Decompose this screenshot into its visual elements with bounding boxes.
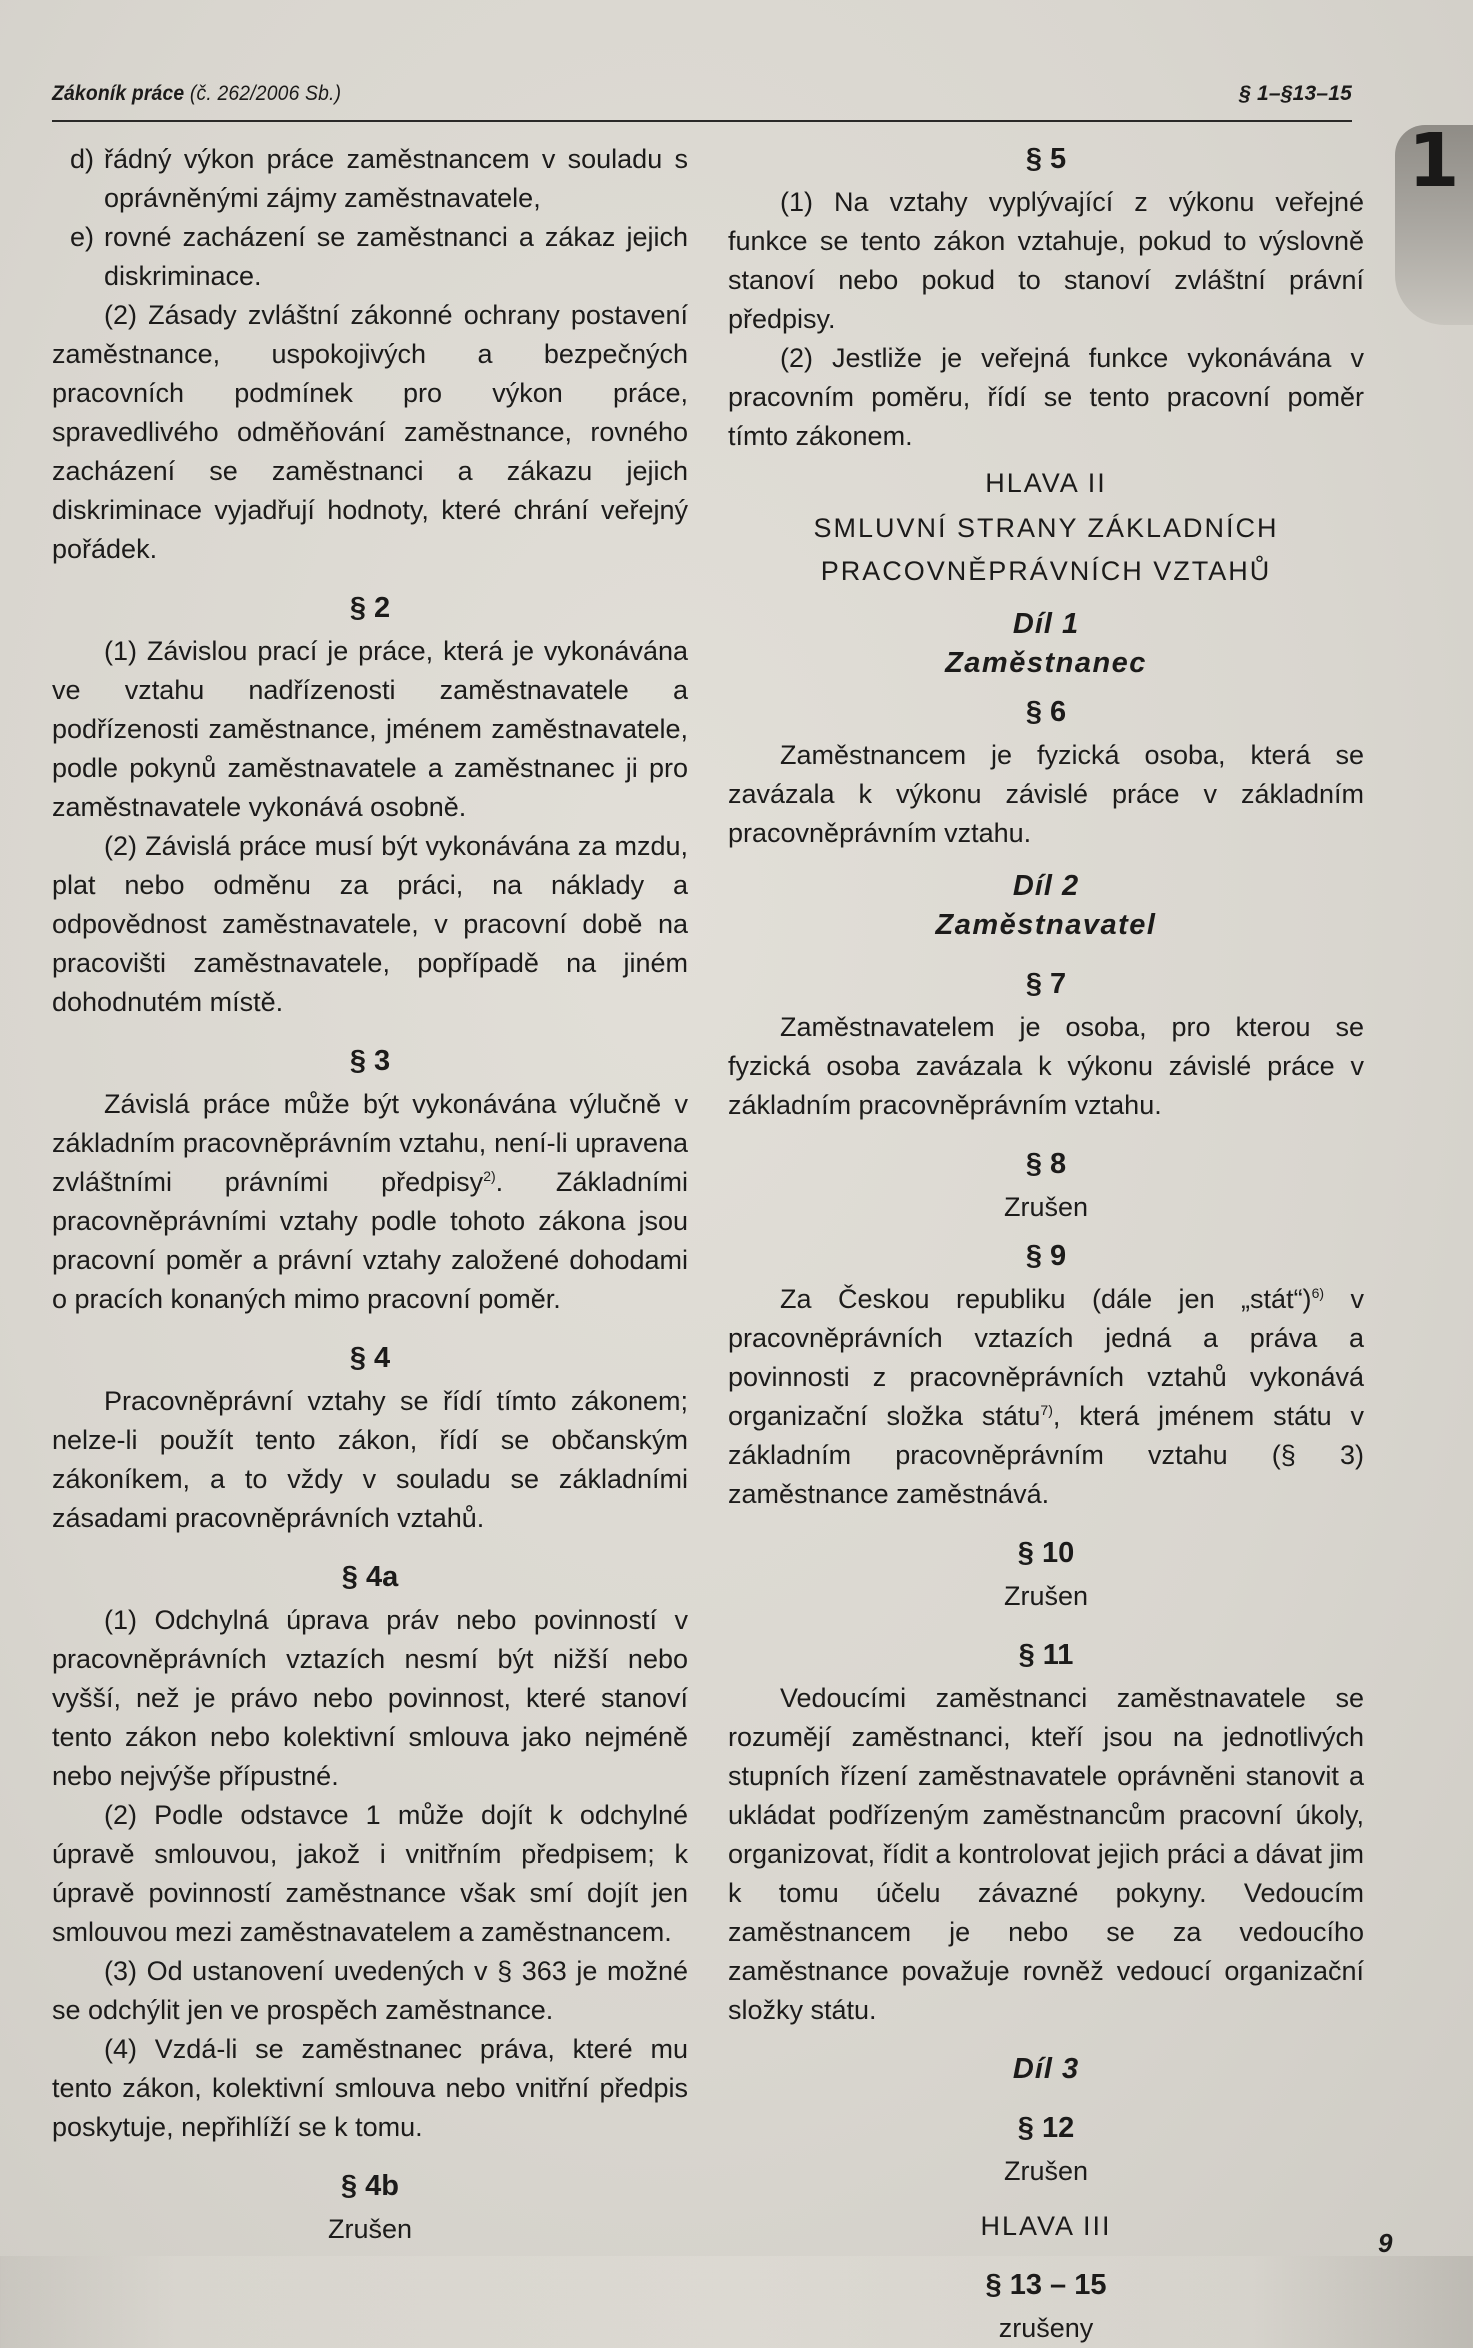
right-column <box>728 140 1364 2348</box>
header-section-range: § 1–§13–15 <box>1239 82 1352 105</box>
s4a-paragraph-3: (3) Od ustanovení uvedených v § 363 je možné se odchýlit jen ve prospěch zaměstnance. <box>52 1956 688 2025</box>
section-12-heading: § 12 <box>1017 2112 1075 2144</box>
s2-paragraph-2: (2) Závislá práce musí být vykonávána za mzdu, plat nebo odměnu za práci, na náklady a odpovědnost zaměstnavatele, v pracovní době na pracovišti zaměstnavatele, popřípadě na jiném dohodnutém místě. <box>52 831 688 1017</box>
s4-paragraph: Pracovněprávní vztahy se řídí tímto zákonem; nelze-li použít tento zákon, řídí se občanským zákoníkem, a to vždy v souladu se základními zásadami pracovněprávních vztahů. <box>52 1386 688 1533</box>
left-column <box>52 140 688 2249</box>
section-5-heading: § 5 <box>1025 143 1067 175</box>
s3-paragraph: Závislá práce může být vykonávána výlučně v základním pracovněprávním vztahu, není-li upravena zvláštními právními předpisy$^{2)}$. Základními pracovněprávními vztahy podle tohoto zákona jsou pracovní poměr a právní vztahy založené dohodami o pracích konaných mimo pracovní poměr. <box>52 1089 688 1314</box>
section-9-heading: § 9 <box>1025 1240 1067 1272</box>
s6-paragraph: Zaměstnancem je fyzická osoba, která se zavázala k výkonu závislé práce v základním pracovněprávním vztahu. <box>728 740 1364 848</box>
s8-text: Zrušen <box>1003 1192 1089 1222</box>
hlava-2-title-line-2: PRACOVNĚPRÁVNÍCH VZTAHŮ <box>820 556 1272 586</box>
item-d: d) řádný výkon práce zaměstnancem v souladu s oprávněnými zájmy zaměstnavatele, <box>70 144 688 213</box>
footnote-ref: 7) <box>1040 1402 1053 1418</box>
footnote-ref: 2) <box>483 1168 496 1184</box>
item-e: e) rovné zacházení se zaměstnanci a zákaz jejich diskriminace. <box>70 222 688 291</box>
s13-15-text: zrušeny <box>998 2313 1094 2343</box>
hlava-3-heading: HLAVA III <box>980 2211 1112 2241</box>
s11-paragraph: Vedoucími zaměstnanci zaměstnavatele se rozumějí zaměstnanci, kteří jsou na jednotlivých stupních řízení zaměstnavatele oprávněni stanovit a ukládat podřízeným zaměstnancům pracovní úkoly, organizovat, řídit a kontrolovat jejich práci a dávat jim k tomu účelu závazné pokyny. Vedoucím zaměstnancem je nebo se za vedoucího zaměstnance považuje rovněž vedoucí organizační složky státu. <box>728 1683 1364 2025</box>
section-10-heading: § 10 <box>1017 1537 1075 1569</box>
s7-paragraph: Zaměstnavatelem je osoba, pro kterou se fyzická osoba zavázala k výkonu závislé práce v základním pracovněprávním vztahu. <box>728 1012 1364 1120</box>
hlava-2-heading: HLAVA II <box>985 468 1107 498</box>
section-8-heading: § 8 <box>1025 1148 1067 1180</box>
section-3-heading: § 3 <box>349 1045 391 1077</box>
hlava-2-title-line-1: SMLUVNÍ STRANY ZÁKLADNÍCH <box>813 513 1279 543</box>
section-7-heading: § 7 <box>1025 968 1067 1000</box>
dil-2-name: Zaměstnavatel <box>935 909 1157 941</box>
dil-1-name: Zaměstnanec <box>945 647 1147 679</box>
header-rule <box>52 120 1352 122</box>
s4a-paragraph-2: (2) Podle odstavce 1 může dojít k odchylné úpravě smlouvou, jakož i vnitřním předpisem; k úpravě povinností zaměstnance však smí dojít jen smlouvou mezi zaměstnavatelem a zaměstnancem. <box>52 1800 688 1947</box>
running-header <box>52 82 1352 122</box>
s9-paragraph: Za Českou republiku (dále jen „stát“)$^{6)}$ v pracovněprávních vztazích jedná a práva a povinnosti z pracovněprávních vztahů vykonává organizační složka státu$^{7)}$, která jménem státu v základním pracovněprávním vztahu (§ 3) zaměstnance zaměstnává. <box>728 1284 1364 1509</box>
dil-1-heading: Díl 1 <box>1012 608 1080 640</box>
s4a-paragraph-1: (1) Odchylná úprava práv nebo povinností v pracovněprávních vztazích nesmí být nižší nebo vyšší, než je právo nebo povinnost, které stanoví tento zákon nebo kolektivní smlouva jako nejméně nebo nejvýše přípustné. <box>52 1605 688 1791</box>
section-11-heading: § 11 <box>1018 1639 1074 1671</box>
section-4-heading: § 4 <box>349 1342 391 1374</box>
header-title <box>52 82 341 106</box>
page-number: 9 <box>1378 2228 1393 2258</box>
s1-paragraph-2: (2) Zásady zvláštní zákonné ochrany postavení zaměstnance, uspokojivých a bezpečných pracovních podmínek pro výkon práce, spravedlivého odměňování zaměstnance, rovného zacházení se zaměstnanci a zákazu jejich diskriminace vyjadřují hodnoty, které chrání veřejný pořádek. <box>52 300 688 564</box>
section-6-heading: § 6 <box>1025 696 1067 728</box>
s5-paragraph-1: (1) Na vztahy vyplývající z výkonu veřejné funkce se tento zákon vztahuje, pokud to výslovně stanoví nebo pokud to stanoví zvláštní právní předpisy. <box>728 187 1364 334</box>
header-law-name: Zákoník práce <box>52 82 185 105</box>
footnote-ref: 6) <box>1311 1285 1325 1301</box>
dil-3-heading: Díl 3 <box>1012 2053 1080 2085</box>
dil-2-heading: Díl 2 <box>1012 870 1080 902</box>
s10-text: Zrušen <box>1003 1581 1089 1611</box>
s2-paragraph-1: (1) Závislou prací je práce, která je vykonávána ve vztahu nadřízenosti zaměstnavatele a podřízenosti zaměstnance, jménem zaměstnavatele, podle pokynů zaměstnavatele a zaměstnanec ji pro zaměstnavatele vykonává osobně. <box>52 636 688 822</box>
thumb-index-number: 1 <box>1408 118 1460 204</box>
section-4a-heading: § 4a <box>341 1561 399 1593</box>
s5-paragraph-2: (2) Jestliže je veřejná funkce vykonávána v pracovním poměru, řídí se tento pracovní poměr tímto zákonem. <box>728 343 1364 451</box>
section-4b-heading: § 4b <box>340 2170 400 2202</box>
header-law-number: (č. 262/2006 Sb.) <box>189 82 342 105</box>
s4a-paragraph-4: (4) Vzdá-li se zaměstnanec práva, které mu tento zákon, kolektivní smlouva nebo vnitřní předpis poskytuje, nepřihlíží se k tomu. <box>52 2034 688 2142</box>
s12-text: Zrušen <box>1003 2156 1089 2186</box>
section-13-15-heading: § 13 – 15 <box>985 2269 1107 2301</box>
section-2-heading: § 2 <box>349 592 391 624</box>
s4b-text: Zrušen <box>327 2214 413 2244</box>
